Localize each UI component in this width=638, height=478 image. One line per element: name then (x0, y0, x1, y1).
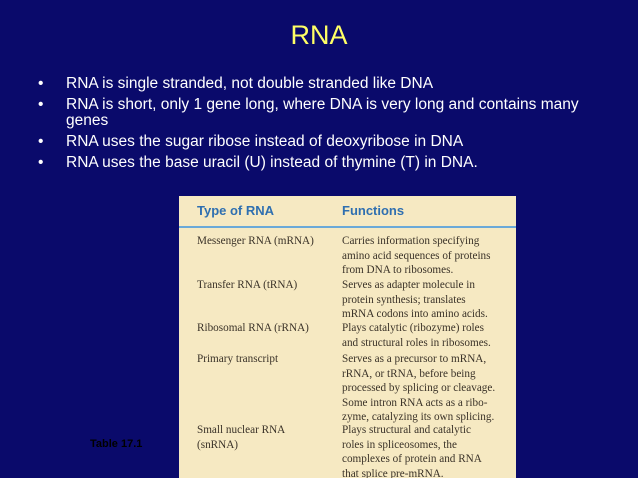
bullet-item (38, 97, 608, 129)
rna-types-table (179, 196, 516, 478)
bullet-dot: • (38, 133, 44, 150)
bullet-dot: • (38, 75, 44, 92)
row-type-cell (197, 234, 337, 249)
slide-title: RNA (290, 20, 348, 50)
bullet-item (38, 155, 608, 171)
function-line: zyme, catalyzing its own splicing. (342, 411, 495, 424)
table-caption: Table 17.1 (90, 438, 143, 450)
function-line: mRNA codons into amino acids. (342, 308, 488, 321)
row-type-cell (197, 278, 337, 293)
row-function-cell (342, 321, 512, 350)
row-type-cell (197, 321, 337, 336)
function-line: Serves as adapter molecule in (342, 279, 475, 291)
function-line: Carries information specifying (342, 235, 480, 247)
header-functions: Functions (342, 203, 405, 218)
bullet-item (38, 76, 608, 92)
function-line: complexes of protein and RNA (342, 453, 482, 466)
bullet-item (38, 134, 608, 150)
type-line: Small nuclear RNA (197, 424, 286, 436)
function-line: that splice pre-mRNA. (342, 467, 444, 478)
row-function-cell (342, 278, 512, 322)
header-type-of-rna: Type of RNA (197, 203, 275, 218)
function-line: roles in spliceosomes, the (342, 438, 457, 451)
function-line: protein synthesis; translates (342, 293, 466, 306)
bullet-text: RNA is single stranded, not double stranded like DNA (66, 75, 434, 92)
row-function-cell (342, 234, 512, 278)
bullet-list (38, 76, 608, 176)
row-type-cell (197, 352, 337, 367)
function-line: Plays structural and catalytic (342, 424, 471, 436)
function-line: amino acid sequences of proteins (342, 249, 491, 262)
type-line: Ribosomal RNA (rRNA) (197, 322, 309, 334)
type-line: Messenger RNA (mRNA) (197, 235, 314, 247)
bullet-text: RNA is short, only 1 gene long, where DNA is very long and contains many genes (66, 96, 579, 129)
function-line: processed by splicing or cleavage. (342, 382, 496, 395)
table-header (179, 196, 516, 228)
type-line: (snRNA) (197, 438, 239, 451)
function-line: Serves as a precursor to mRNA, (342, 353, 487, 365)
bullet-text: RNA uses the sugar ribose instead of deoxyribose in DNA (66, 133, 464, 150)
function-line: Some intron RNA acts as a ribo- (342, 396, 488, 409)
function-line: Plays catalytic (ribozyme) roles (342, 322, 484, 334)
row-type-cell (197, 423, 337, 452)
bullet-dot: • (38, 96, 44, 113)
function-line: and structural roles in ribosomes. (342, 336, 491, 349)
type-line: Transfer RNA (tRNA) (197, 279, 298, 291)
row-function-cell (342, 352, 512, 425)
bullet-text: RNA uses the base uracil (U) instead of thymine (T) in DNA. (66, 154, 478, 171)
function-line: rRNA, or tRNA, before being (342, 367, 476, 380)
function-line: from DNA to ribosomes. (342, 264, 454, 277)
bullet-dot: • (38, 154, 44, 171)
type-line: Primary transcript (197, 353, 279, 365)
row-function-cell (342, 423, 512, 478)
